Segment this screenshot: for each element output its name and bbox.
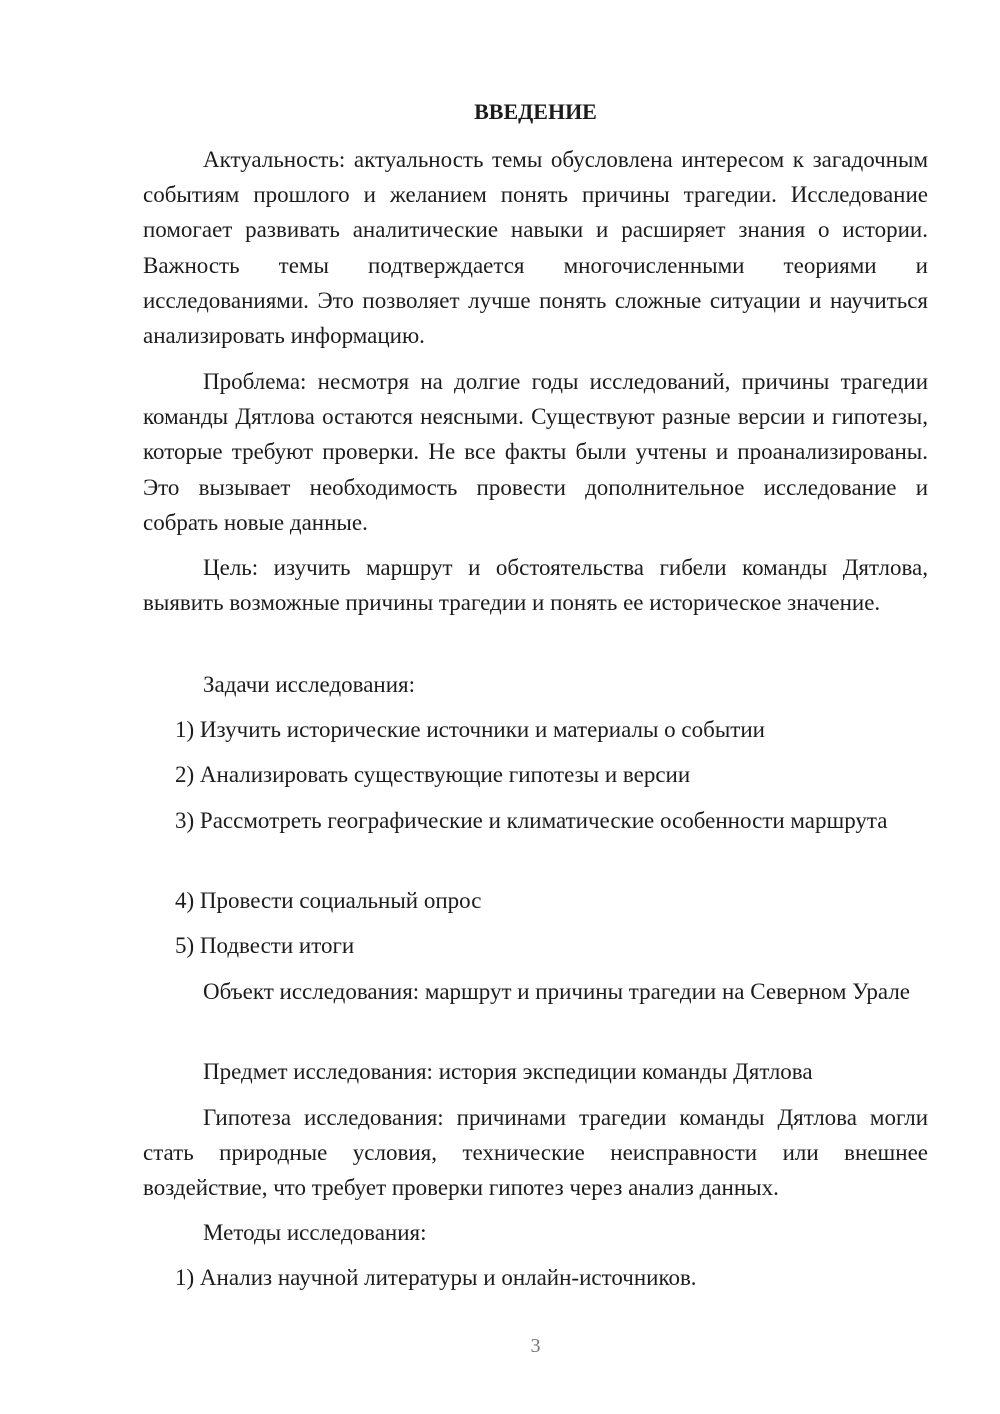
object-paragraph: Объект исследования: маршрут и причины трагедии на Северном Урале: [203, 979, 911, 1004]
method-item-1: 1) Анализ научной литературы и онлайн-источников.: [175, 1265, 697, 1290]
subject-paragraph: Предмет исследования: история экспедиции команды Дятлова: [203, 1059, 813, 1084]
task-item-2: 2) Анализировать существующие гипотезы и версии: [175, 762, 691, 787]
hypothesis-paragraph: Гипотеза исследования: причинами трагедии команды Дятлова могли стать природные условия, технические неисправности или внешнее воздействие, что требует проверки гипотез через анализ данных.: [143, 1105, 928, 1201]
goal-paragraph: Цель: изучить маршрут и обстоятельства гибели команды Дятлова, выявить возможные причины трагедии и понять ее историческое значение.: [143, 555, 928, 616]
relevance-paragraph: Актуальность: актуальность темы обусловлена интересом к загадочным событиям прошлого и желанием понять причины трагедии. Исследование помогает развивать аналитические навыки и расширяет знания о истории. Важность темы подтверждается многочисленными теориями и исследованиями. Это позволяет лучше понять сложные ситуации и научиться анализировать информацию.: [143, 147, 928, 349]
task-item-3: 3) Рассмотреть географические и климатические особенности маршрута: [175, 808, 888, 833]
task-item-4: 4) Провести социальный опрос: [175, 888, 482, 913]
problem-paragraph: Проблема: несмотря на долгие годы исследований, причины трагедии команды Дятлова остаются неясными. Существуют разные версии и гипотезы, которые требуют проверки. Не все факты были учтены и проанализированы. Это вызывает необходимость провести дополнительное исследование и собрать новые данные.: [143, 369, 928, 535]
section-title: ВВЕДЕНИЕ: [474, 99, 597, 124]
task-item-5: 5) Подвести итоги: [175, 933, 355, 958]
page-number: 3: [530, 1335, 541, 1357]
methods-heading: Методы исследования:: [203, 1220, 427, 1245]
tasks-heading: Задачи исследования:: [203, 672, 416, 697]
task-item-1: 1) Изучить исторические источники и материалы о событии: [175, 717, 765, 742]
